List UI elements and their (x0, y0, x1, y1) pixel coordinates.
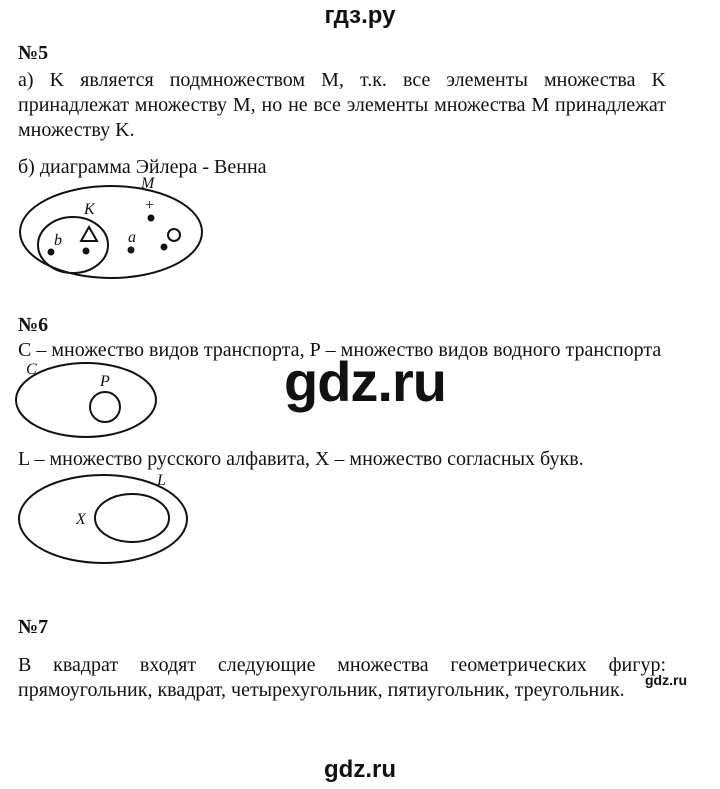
set-x-ellipse (95, 494, 169, 542)
task-7-line-2: прямоугольник, квадрат, четырехугольник, пятиугольник, треугольник. (18, 679, 625, 701)
set-c-label: C (26, 361, 37, 378)
plus-element-label: + (145, 197, 155, 214)
watermark-small: gdz.ru (645, 672, 687, 688)
task-6-line-2: L – множество русского алфавита, Х – множество согласных букв. (18, 448, 584, 470)
task-6-title: №6 (18, 314, 49, 336)
set-p-label: P (100, 373, 110, 390)
task-5-title: №5 (18, 42, 49, 64)
site-header: гдз.ру (324, 2, 396, 29)
task-5b-line: б) диаграмма Эйлера - Венна (18, 156, 267, 178)
task-5a-line-1: а) K является подмножеством M, т.к. все элементы множества K (18, 69, 666, 91)
site-footer: gdz.ru (324, 756, 396, 783)
set-x-label: X (76, 511, 86, 528)
element-b-label: b (54, 232, 62, 249)
task-5a-line-3: множеству K. (18, 119, 135, 141)
task-6-line-1: С – множество видов транспорта, Р – множество видов водного транспорта (18, 339, 662, 361)
set-m-label: M (141, 175, 155, 192)
task-5a-line-2: принадлежат множеству M, но не все элементы множества M принадлежат (18, 94, 666, 116)
set-l-label: L (157, 472, 166, 489)
set-k-label: K (84, 201, 95, 218)
watermark-large: gdz.ru (284, 350, 446, 413)
element-a-label: a (128, 229, 136, 246)
task-7-title: №7 (18, 616, 49, 638)
task-7-line-1: В квадрат входят следующие множества геометрических фигур: (18, 654, 666, 676)
